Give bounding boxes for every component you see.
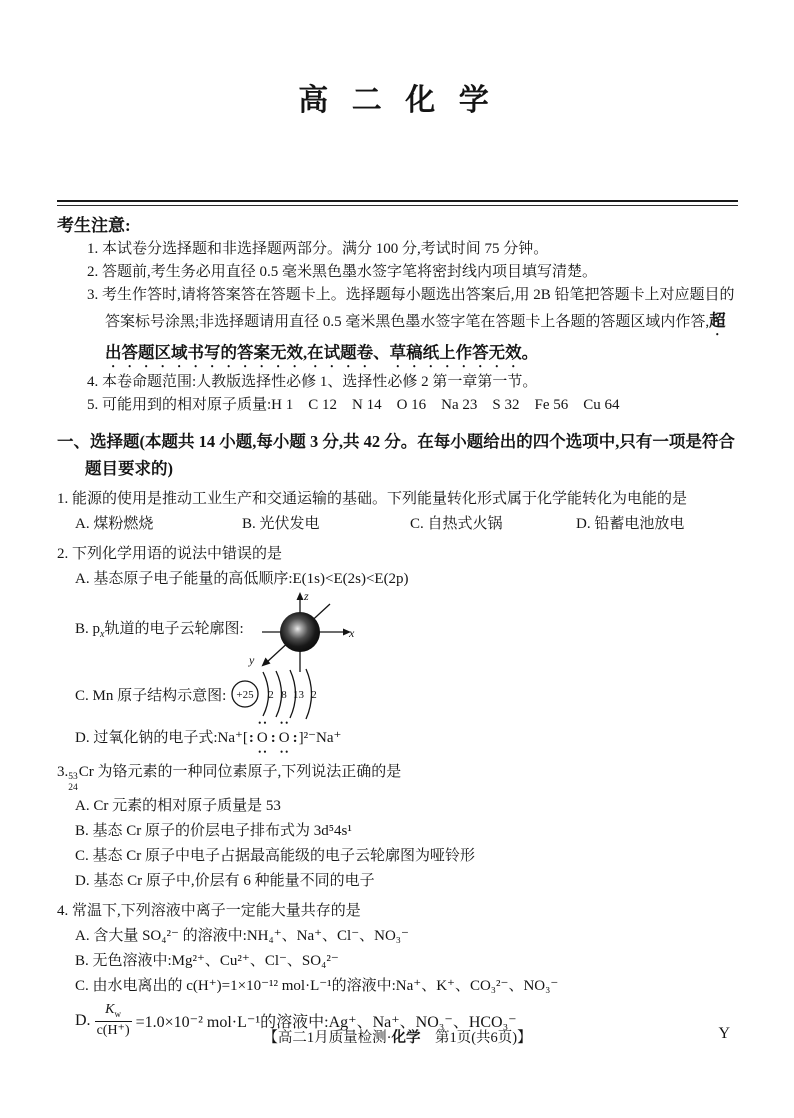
page-title: 高 二 化 学 <box>298 84 497 117</box>
element-symbol: Cr <box>78 764 94 780</box>
question-3-option-d: D. 基态 Cr 原子中,价层有 6 种能量不同的电子 <box>75 873 375 890</box>
footer-caption <box>57 1028 738 1048</box>
mn-atomic-structure-diagram <box>230 666 324 724</box>
shell-2-electrons: 8 <box>281 689 288 701</box>
question-3 <box>57 760 738 894</box>
notice-item-1: 1. 本试卷分选择题和非选择题两部分。满分 100 分,考试时间 75 分钟。 <box>87 241 549 257</box>
question-4-stem: 4. 常温下,下列溶液中离子一定能大量共存的是 <box>57 903 361 920</box>
notice-heading: 考生注意: <box>57 216 131 235</box>
kw-subscript: w <box>114 1008 121 1019</box>
notice-item-5: 5. 可能用到的相对原子质量:H 1 C 12 N 14 O 16 Na 23 S 32 Fe 56 Cu 64 <box>87 397 620 413</box>
question-3-stem-text: 为铬元素的一种同位素原子,下列说法正确的是 <box>93 764 402 780</box>
question-2-option-d <box>57 726 738 751</box>
question-2 <box>57 542 738 751</box>
footer-page-number: 第1页(共6页)】 <box>420 1030 532 1046</box>
x-axis-label: x <box>348 626 354 640</box>
option-b-text-rest: 轨道的电子云轮廓图: <box>104 621 244 637</box>
question-1-option-c: C. 自热式火锅 <box>410 516 503 532</box>
fraction-numerator <box>95 1002 132 1022</box>
lewis-post: ]²⁻Na⁺ <box>298 730 342 746</box>
option-b-text: B. p <box>75 621 101 637</box>
shell-4-electrons: 2 <box>311 689 318 701</box>
question-4 <box>57 899 738 1039</box>
lewis-pre: D. 过氧化钠的电子式:Na⁺[ <box>75 730 248 746</box>
question-1-option-b: B. 光伏发电 <box>242 516 320 532</box>
notice-item-2: 2. 答题前,考生务必用直径 0.5 毫米黑色墨水签字笔将密封线内项目填写清楚。 <box>87 264 598 280</box>
question-1-options <box>75 512 738 537</box>
kw-symbol: K <box>105 1002 115 1018</box>
shell-1-electrons: 2 <box>268 689 275 701</box>
footer-exam-name: 【高二1月质量检测· <box>263 1030 392 1046</box>
question-3-stem <box>57 760 738 794</box>
oxygen-atom-with-dots: •• O •• <box>278 726 291 751</box>
question-4-option-d-label: D. <box>75 1011 91 1029</box>
question-2-option-c-label: C. Mn 原子结构示意图: <box>75 687 227 704</box>
question-4-option-c: C. 由水电离出的 c(H⁺)=1×10⁻¹² mol·L⁻¹的溶液中:Na⁺、K⁺、CO₃²⁻、NO₃⁻ <box>75 978 559 995</box>
footer-subject: 化学 <box>391 1030 421 1046</box>
question-1-option-a: A. 煤粉燃烧 <box>75 516 154 532</box>
electron-cloud-sphere <box>280 612 320 652</box>
question-1-option-d: D. 铅蓄电池放电 <box>576 516 685 532</box>
z-axis-arrow <box>296 592 303 600</box>
nucleus-charge-label: +25 <box>236 689 254 701</box>
question-4-option-b: B. 无色溶液中:Mg²⁺、Cu²⁺、Cl⁻、SO₄²⁻ <box>75 953 339 970</box>
question-2-option-b-label <box>75 617 244 647</box>
orbital-subscript: x <box>100 629 105 640</box>
question-3-option-a: A. Cr 元素的相对原子质量是 53 <box>75 798 281 815</box>
z-axis-label: z <box>303 590 309 603</box>
question-4-option-a: A. 含大量 SO₄²⁻ 的溶液中:NH₄⁺、Na⁺、Cl⁻、NO₃⁻ <box>75 928 409 945</box>
notice-item-3-emphasized: 超出答题区域书写的答案无效,在试题卷、草稿纸上作答无效。 <box>105 311 726 362</box>
lewis-lone-pair-colon: : <box>292 730 298 746</box>
shell-3-electrons: 13 <box>293 689 305 701</box>
footer-version-mark: Y <box>718 1025 730 1042</box>
question-2-option-a: A. 基态原子电子能量的高低顺序:E(1s)<E(2s)<E(2p) <box>75 571 409 587</box>
isotope-notation <box>68 772 78 794</box>
p-orbital-electron-cloud-diagram <box>246 590 358 674</box>
question-2-stem: 2. 下列化学用语的说法中错误的是 <box>57 546 283 562</box>
question-3-option-c: C. 基态 Cr 原子中电子占据最高能级的电子云轮廓图为哑铃形 <box>75 848 476 865</box>
mass-number: 53 <box>68 772 78 783</box>
section-1-heading: 一、选择题(本题共 14 小题,每小题 3 分,共 42 分。在每小题给出的四个选项中,只有一项是符合题目要求的) <box>57 432 735 478</box>
question-2-option-c <box>57 672 738 720</box>
notice-item-4: 4. 本卷命题范围:人教版选择性必修 1、选择性必修 2 第一章第一节。 <box>87 374 538 390</box>
oxygen-atom-with-dots: •• O •• <box>256 726 269 751</box>
question-3-number: 3. <box>57 764 69 780</box>
atomic-number: 24 <box>68 783 78 794</box>
question-2-option-b <box>57 592 738 672</box>
notice-item-3-text: 3. 考生作答时,请将答案答在答题卡上。选择题每小题选出答案后,用 2B 铅笔把答题卡上对应题目的答案标号涂黑;非选择题请用直径 0.5 毫米黑色墨水签字笔在答题卡上各题的答题区域内作答, <box>87 287 735 330</box>
lewis-lone-pair-colon: : <box>248 730 254 746</box>
notice-item-3 <box>57 284 738 371</box>
fraction-denominator: c(H⁺) <box>96 1022 130 1038</box>
page-footer <box>57 1025 738 1048</box>
candidate-notice <box>57 213 738 417</box>
question-4-option-d-text: =1.0×10⁻² mol·L⁻¹的溶液中:Ag⁺、Na⁺、NO₃⁻、HCO₃⁻ <box>135 1014 517 1032</box>
lewis-lone-pair-colon: : <box>270 730 276 746</box>
question-1 <box>57 487 738 537</box>
question-1-stem: 1. 能源的使用是推动工业生产和交通运输的基础。下列能量转化形式属于化学能转化为电能的是 <box>57 491 688 507</box>
question-3-option-b: B. 基态 Cr 原子的价层电子排布式为 3d⁵4s¹ <box>75 823 352 840</box>
y-axis-label: y <box>248 653 254 667</box>
header-divider-line <box>57 200 738 206</box>
page-content <box>0 84 794 1040</box>
